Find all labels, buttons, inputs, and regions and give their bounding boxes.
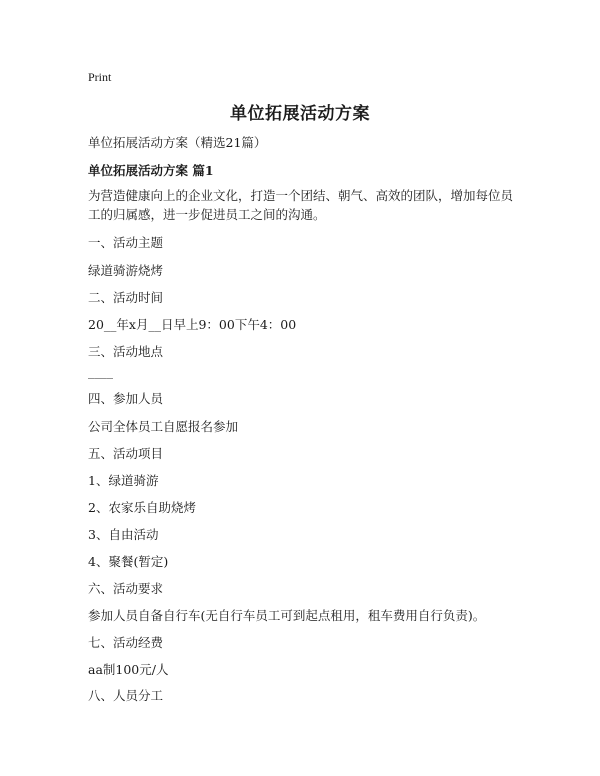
- text-participants: 公司全体员工自愿报名参加: [88, 419, 239, 434]
- page-title: 单位拓展活动方案: [230, 104, 370, 124]
- intro-paragraph: 为营造健康向上的企业文化，打造一个团结、朝气、高效的团队，增加每位员工的归属感，进一步促进员工之间的沟通。: [88, 188, 514, 222]
- heading-location: 三、活动地点: [88, 344, 164, 359]
- heading-staffing: 八、人员分工: [88, 688, 164, 703]
- heading-requirements: 六、活动要求: [88, 581, 164, 596]
- print-label: Print: [88, 70, 112, 84]
- heading-participants: 四、参加人员: [88, 391, 164, 406]
- list-item: 1、绿道骑游: [88, 473, 159, 488]
- heading-items: 五、活动项目: [88, 446, 164, 461]
- list-item: 2、农家乐自助烧烤: [88, 500, 196, 515]
- text-theme: 绿道骑游烧烤: [88, 263, 164, 278]
- text-requirements: 参加人员自备自行车(无自行车员工可到起点租用，租车费用自行负责)。: [88, 608, 486, 623]
- heading-budget: 七、活动经费: [88, 635, 164, 650]
- text-location: ____: [88, 364, 113, 379]
- list-item: 4、聚餐(暂定): [88, 554, 169, 569]
- text-time: 20__年x月__日早上9：00下午4：00: [88, 317, 297, 332]
- text-budget: aa制100元/人: [88, 662, 169, 677]
- document-subtitle: 单位拓展活动方案（精选21篇）: [88, 135, 267, 150]
- list-item: 3、自由活动: [88, 527, 159, 542]
- section-heading: 单位拓展活动方案 篇1: [88, 163, 214, 178]
- heading-time: 二、活动时间: [88, 290, 164, 305]
- heading-theme: 一、活动主题: [88, 235, 164, 250]
